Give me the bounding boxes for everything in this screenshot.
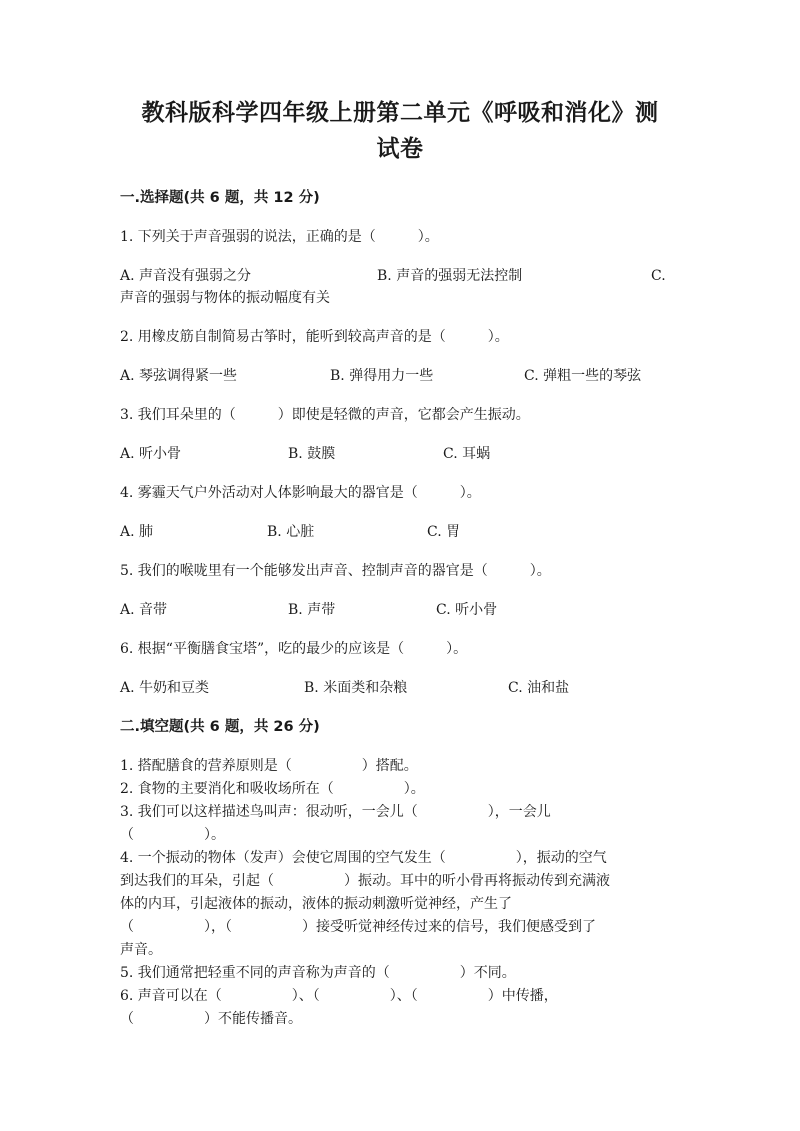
question-2-options: [120, 365, 680, 387]
option-b: B. 心脏: [267, 524, 315, 540]
exam-title-line-1: 教科版科学四年级上册第二单元《呼吸和消化》测: [141, 100, 659, 126]
exam-page: [120, 95, 680, 1031]
question-5: 5. 我们的喉咙里有一个能够发出声音、控制声音的器官是（ ）。: [120, 563, 551, 579]
question-6: 6. 根据“平衡膳食宝塔”，吃的最少的应该是（ ）。: [120, 641, 468, 657]
exam-title-line-2: 试卷: [376, 136, 424, 162]
option-a: A. 音带: [120, 602, 168, 618]
fill-line-9: 声音。: [120, 942, 162, 958]
question-4: 4. 雾霾天气户外活动对人体影响最大的器官是（ ）。: [120, 485, 481, 501]
option-c: C. 油和盐: [508, 680, 570, 696]
option-b: B. 声带: [288, 602, 336, 618]
question-3: 3. 我们耳朵里的（ ）即使是轻微的声音，它都会产生振动。: [120, 407, 530, 423]
option-a: A. 琴弦调得紧一些: [120, 368, 238, 384]
fill-line-3: 3. 我们可以这样描述鸟叫声：很动听，一会儿（ ），一会儿: [120, 804, 551, 820]
option-c-text: 声音的强弱与物体的振动幅度有关: [120, 290, 330, 306]
option-a: A. 听小骨: [120, 446, 182, 462]
option-c: C. 听小骨: [436, 602, 498, 618]
option-b: B. 弹得用力一些: [330, 368, 434, 384]
option-a: A. 牛奶和豆类: [120, 680, 210, 696]
question-4-options: [120, 521, 680, 543]
fill-line-6: 到达我们的耳朵，引起（ ）振动。耳中的听小骨再将振动传到充满液: [120, 873, 610, 889]
question-3-options: [120, 443, 680, 465]
option-c: C.: [651, 268, 666, 284]
fill-line-7: 体的内耳，引起液体的振动，液体的振动刺激听觉神经，产生了: [120, 896, 512, 912]
option-c: C. 胃: [427, 524, 461, 540]
fill-line-1: 1. 搭配膳食的营养原则是（ ）搭配。: [120, 758, 418, 774]
option-b: B. 声音的强弱无法控制: [377, 268, 523, 284]
option-a: A. 声音没有强弱之分: [120, 268, 252, 284]
fill-line-4: （ ）。: [120, 827, 225, 843]
question-5-options: [120, 599, 680, 621]
question-2: 2. 用橡皮筋自制简易古筝时，能听到较高声音的是（ ）。: [120, 329, 509, 345]
question-1: 1. 下列关于声音强弱的说法，正确的是（ ）。: [120, 229, 439, 245]
option-b: B. 米面类和杂粮: [304, 680, 408, 696]
question-6-options: [120, 677, 680, 699]
fill-line-8: （ ），（ ）接受听觉神经传过来的信号，我们便感受到了: [120, 919, 596, 935]
option-a: A. 肺: [120, 524, 154, 540]
option-c: C. 弹粗一些的琴弦: [524, 368, 642, 384]
section-1-title: 一.选择题(共 6 题，共 12 分): [120, 190, 320, 206]
fill-line-11: 6. 声音可以在（ ）、（ ）、（ ）中传播，: [120, 988, 558, 1004]
option-c: C. 耳蜗: [443, 446, 491, 462]
question-1-options: [120, 265, 680, 309]
fill-line-10: 5. 我们通常把轻重不同的声音称为声音的（ ）不同。: [120, 965, 516, 981]
fill-in-questions: [120, 755, 680, 1031]
section-2-title: 二.填空题(共 6 题，共 26 分): [120, 719, 320, 735]
fill-line-5: 4. 一个振动的物体（发声）会使它周围的空气发生（ ），振动的空气: [120, 850, 607, 866]
exam-title: [120, 95, 680, 167]
fill-line-2: 2. 食物的主要消化和吸收场所在（ ）。: [120, 781, 425, 797]
option-b: B. 鼓膜: [288, 446, 336, 462]
fill-line-12: （ ）不能传播音。: [120, 1011, 302, 1027]
